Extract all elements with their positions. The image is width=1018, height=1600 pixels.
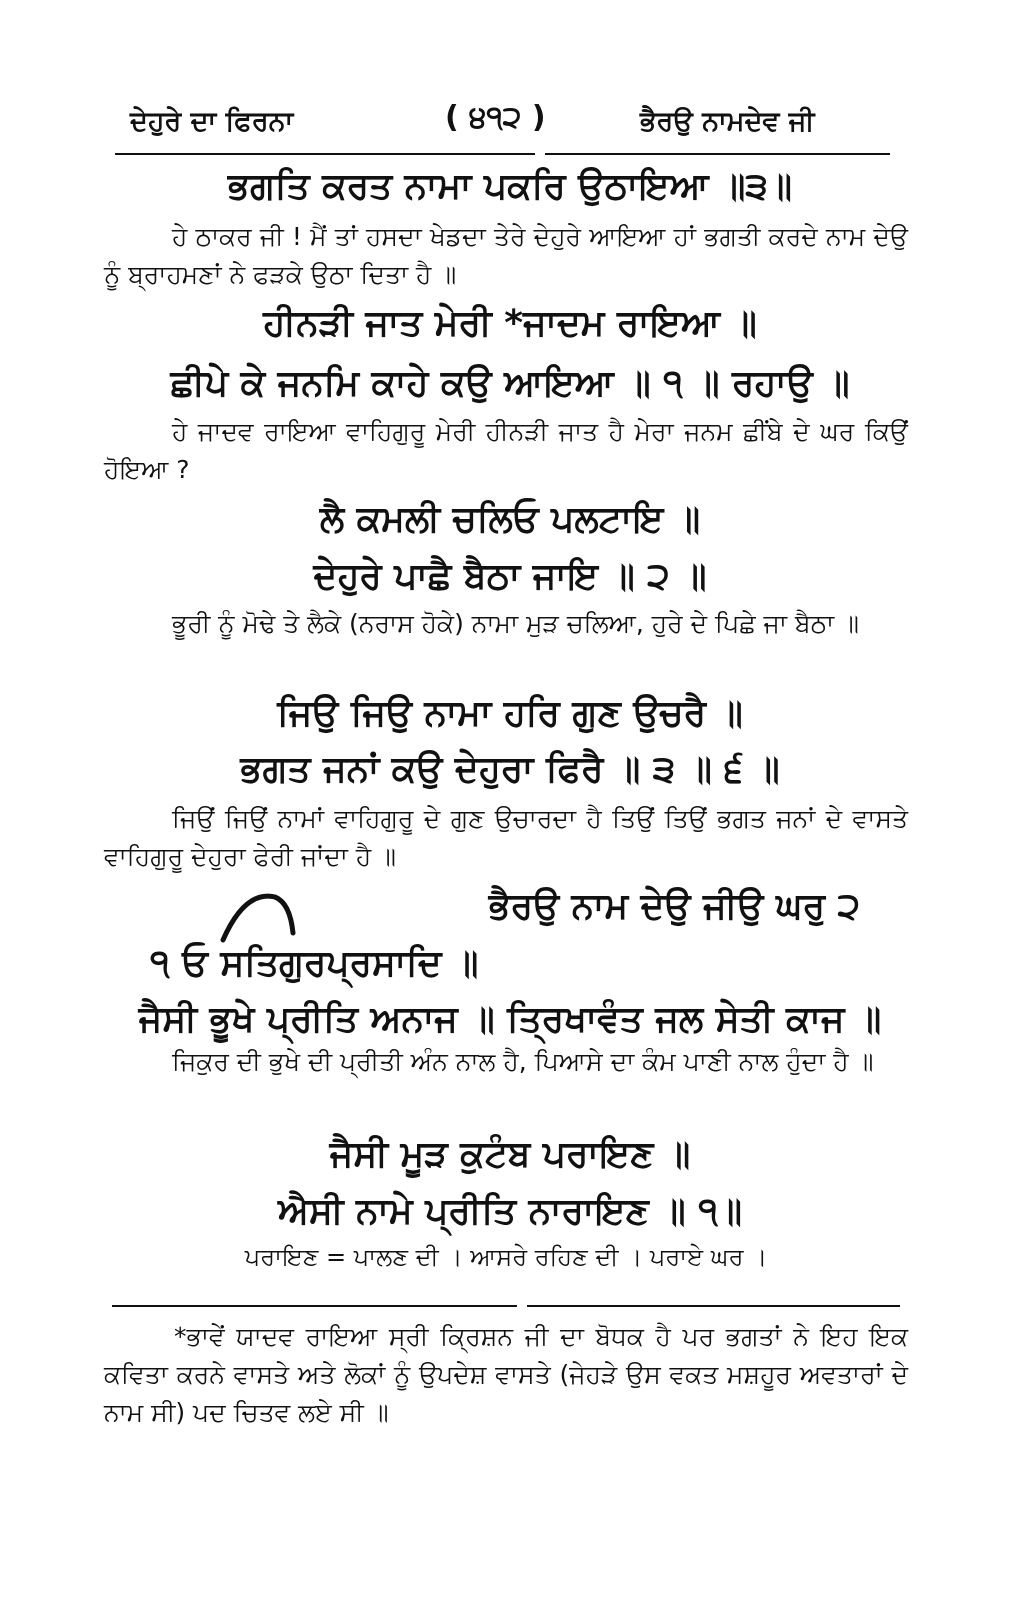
verse-line: ਭਗਤਿ ਕਰਤ ਨਾਮਾ ਪਕਰਿ ਉਠਾਇਆ ॥੩॥ — [227, 166, 793, 207]
verse-line: ਜੈਸੀ ਮੂੜ ਕੁਟੰਬ ਪਰਾਇਣ ॥ — [329, 1134, 691, 1175]
page-header — [110, 100, 900, 160]
gloss-paragraph: ਜਿਉਂ ਜਿਉਂ ਨਾਮਾਂ ਵਾਹਿਗੁਰੂ ਦੇ ਗੁਣ ਉਚਾਰਦਾ ਹੈ ਤਿਉਂ ਤਿਉਂ ਭਗਤ ਜਨਾਂ ਦੇ ਵਾਸਤੇ ਵਾਹਿਗੁਰੂ ਦੇਹੁਰਾ ਫੇਰੀ ਜਾਂਦਾ ਹੈ ॥ — [104, 804, 908, 871]
verse-line: ਐਸੀ ਨਾਮੇ ਪ੍ਰੀਤਿ ਨਾਰਾਇਣ ॥ ੧॥ — [277, 1191, 743, 1232]
definition-line: ਪਰਾਇਣ = ਪਾਲਣ ਦੀ । ਆਸਰੇ ਰਹਿਣ ਦੀ । ਪਰਾਏ ਘਰ । — [244, 1243, 768, 1271]
gloss-paragraph: ਹੇ ਠਾਕਰ ਜੀ ! ਮੈਂ ਤਾਂ ਹਸਦਾ ਖੇਡਦਾ ਤੇਰੇ ਦੇਹੁਰੇ ਆਇਆ ਹਾਂ ਭਗਤੀ ਕਰਦੇ ਨਾਮ ਦੇਉ ਨੂੰ ਬ੍ਰਾਹਮਣਾਂ ਨੇ ਫੜਕੇ ਉਠਾ ਦਿਤਾ ਹੈ ॥ — [104, 222, 908, 289]
running-title: ਦੇਹੁਰੇ ਦਾ ਫਿਰਨਾ — [130, 106, 294, 137]
gloss-paragraph: ਭੂਰੀ ਨੂੰ ਮੋਢੇ ਤੇ ਲੈਕੇ (ਨਰਾਸ ਹੋਕੇ) ਨਾਮਾ ਮੁੜ ਚਲਿਆ, ਹੁਰੇ ਦੇ ਪਿਛੇ ਜਾ ਬੈਠਾ ॥ — [172, 609, 859, 638]
verse-line: ਜੈਸੀ ਭੂਖੇ ਪ੍ਰੀਤਿ ਅਨਾਜ ॥ ਤ੍ਰਿਖਾਵੰਤ ਜਲ ਸੇਤੀ ਕਾਜ ॥ — [138, 999, 882, 1040]
header-rule-right — [545, 153, 890, 155]
verse-line: ਜਿਉ ਜਿਉ ਨਾਮਾ ਹਰਿ ਗੁਣ ਉਚਰੈ ॥ — [277, 693, 743, 734]
page-number: ( ੪੧੨ ) — [445, 100, 546, 135]
gloss-paragraph: ਜਿਕੁਰ ਦੀ ਭੁਖੇ ਦੀ ਪ੍ਰੀਤੀ ਅੰਨ ਨਾਲ ਹੈ, ਪਿਆਸੇ ਦਾ ਕੰਮ ਪਾਣੀ ਨਾਲ ਹੁੰਦਾ ਹੈ ॥ — [172, 1047, 874, 1076]
verse-line: ਲੈ ਕਮਲੀ ਚਲਿਓ ਪਲਟਾਇ ॥ — [319, 499, 701, 540]
ek-onkar-arc-icon — [215, 885, 305, 945]
footnote-rule-left — [112, 1305, 517, 1307]
header-rule-left — [115, 153, 535, 155]
section-title: ਭੈਰਉ ਨਾਮਦੇਵ ਜੀ — [640, 106, 815, 137]
footnote: *ਭਾਵੇਂ ਯਾਦਵ ਰਾਇਆ ਸ੍ਰੀ ਕ੍ਰਿਸ਼ਨ ਜੀ ਦਾ ਬੋਧਕ ਹੈ ਪਰ ਭਗਤਾਂ ਨੇ ਇਹ ਇਕ ਕਵਿਤਾ ਕਰਨੇ ਵਾਸਤੇ ਅਤੇ ਲੋਕਾਂ ਨੂੰ ਉਪਦੇਸ਼ ਵਾਸਤੇ (ਜੇਹੜੇ ਉਸ ਵਕਤ ਮਸ਼ਹੂਰ ਅਵਤਾਰਾਂ ਦੇ ਨਾਮ ਸੀ) ਪਦ ਚਿਤਵ ਲਏ ਸੀ ॥ — [104, 1322, 908, 1427]
verse-line: ਭਗਤ ਜਨਾਂ ਕਉ ਦੇਹੁਰਾ ਫਿਰੈ ॥ ੩ ॥ ੬ ॥ — [240, 749, 780, 790]
verse-line: ਦੇਹੁਰੇ ਪਾਛੈ ਬੈਠਾ ਜਾਇ ॥ ੨ ॥ — [313, 556, 707, 597]
verse-line: ਹੀਨੜੀ ਜਾਤ ਮੇਰੀ *ਜਾਦਮ ਰਾਇਆ ॥ — [263, 303, 757, 344]
verse-line: ਛੀਪੇ ਕੇ ਜਨਮਿ ਕਾਹੇ ਕਉ ਆਇਆ ॥ ੧ ॥ ਰਹਾਉ ॥ — [170, 363, 850, 404]
invocation-line: ੧ ਓ ਸਤਿਗੁਰਪ੍ਰਸਾਦਿ ॥ — [150, 943, 479, 984]
footnote-rule-right — [527, 1305, 900, 1307]
gloss-paragraph: ਹੇ ਜਾਦਵ ਰਾਇਆ ਵਾਹਿਗੁਰੂ ਮੇਰੀ ਹੀਨੜੀ ਜਾਤ ਹੈ ਮੇਰਾ ਜਨਮ ਛੀਂਬੇ ਦੇ ਘਰ ਕਿਉਂ ਹੋਇਆ ? — [104, 417, 908, 484]
verse-line: ਭੈਰਉ ਨਾਮ ਦੇਉ ਜੀਉ ਘਰੁ ੨ — [488, 886, 860, 927]
